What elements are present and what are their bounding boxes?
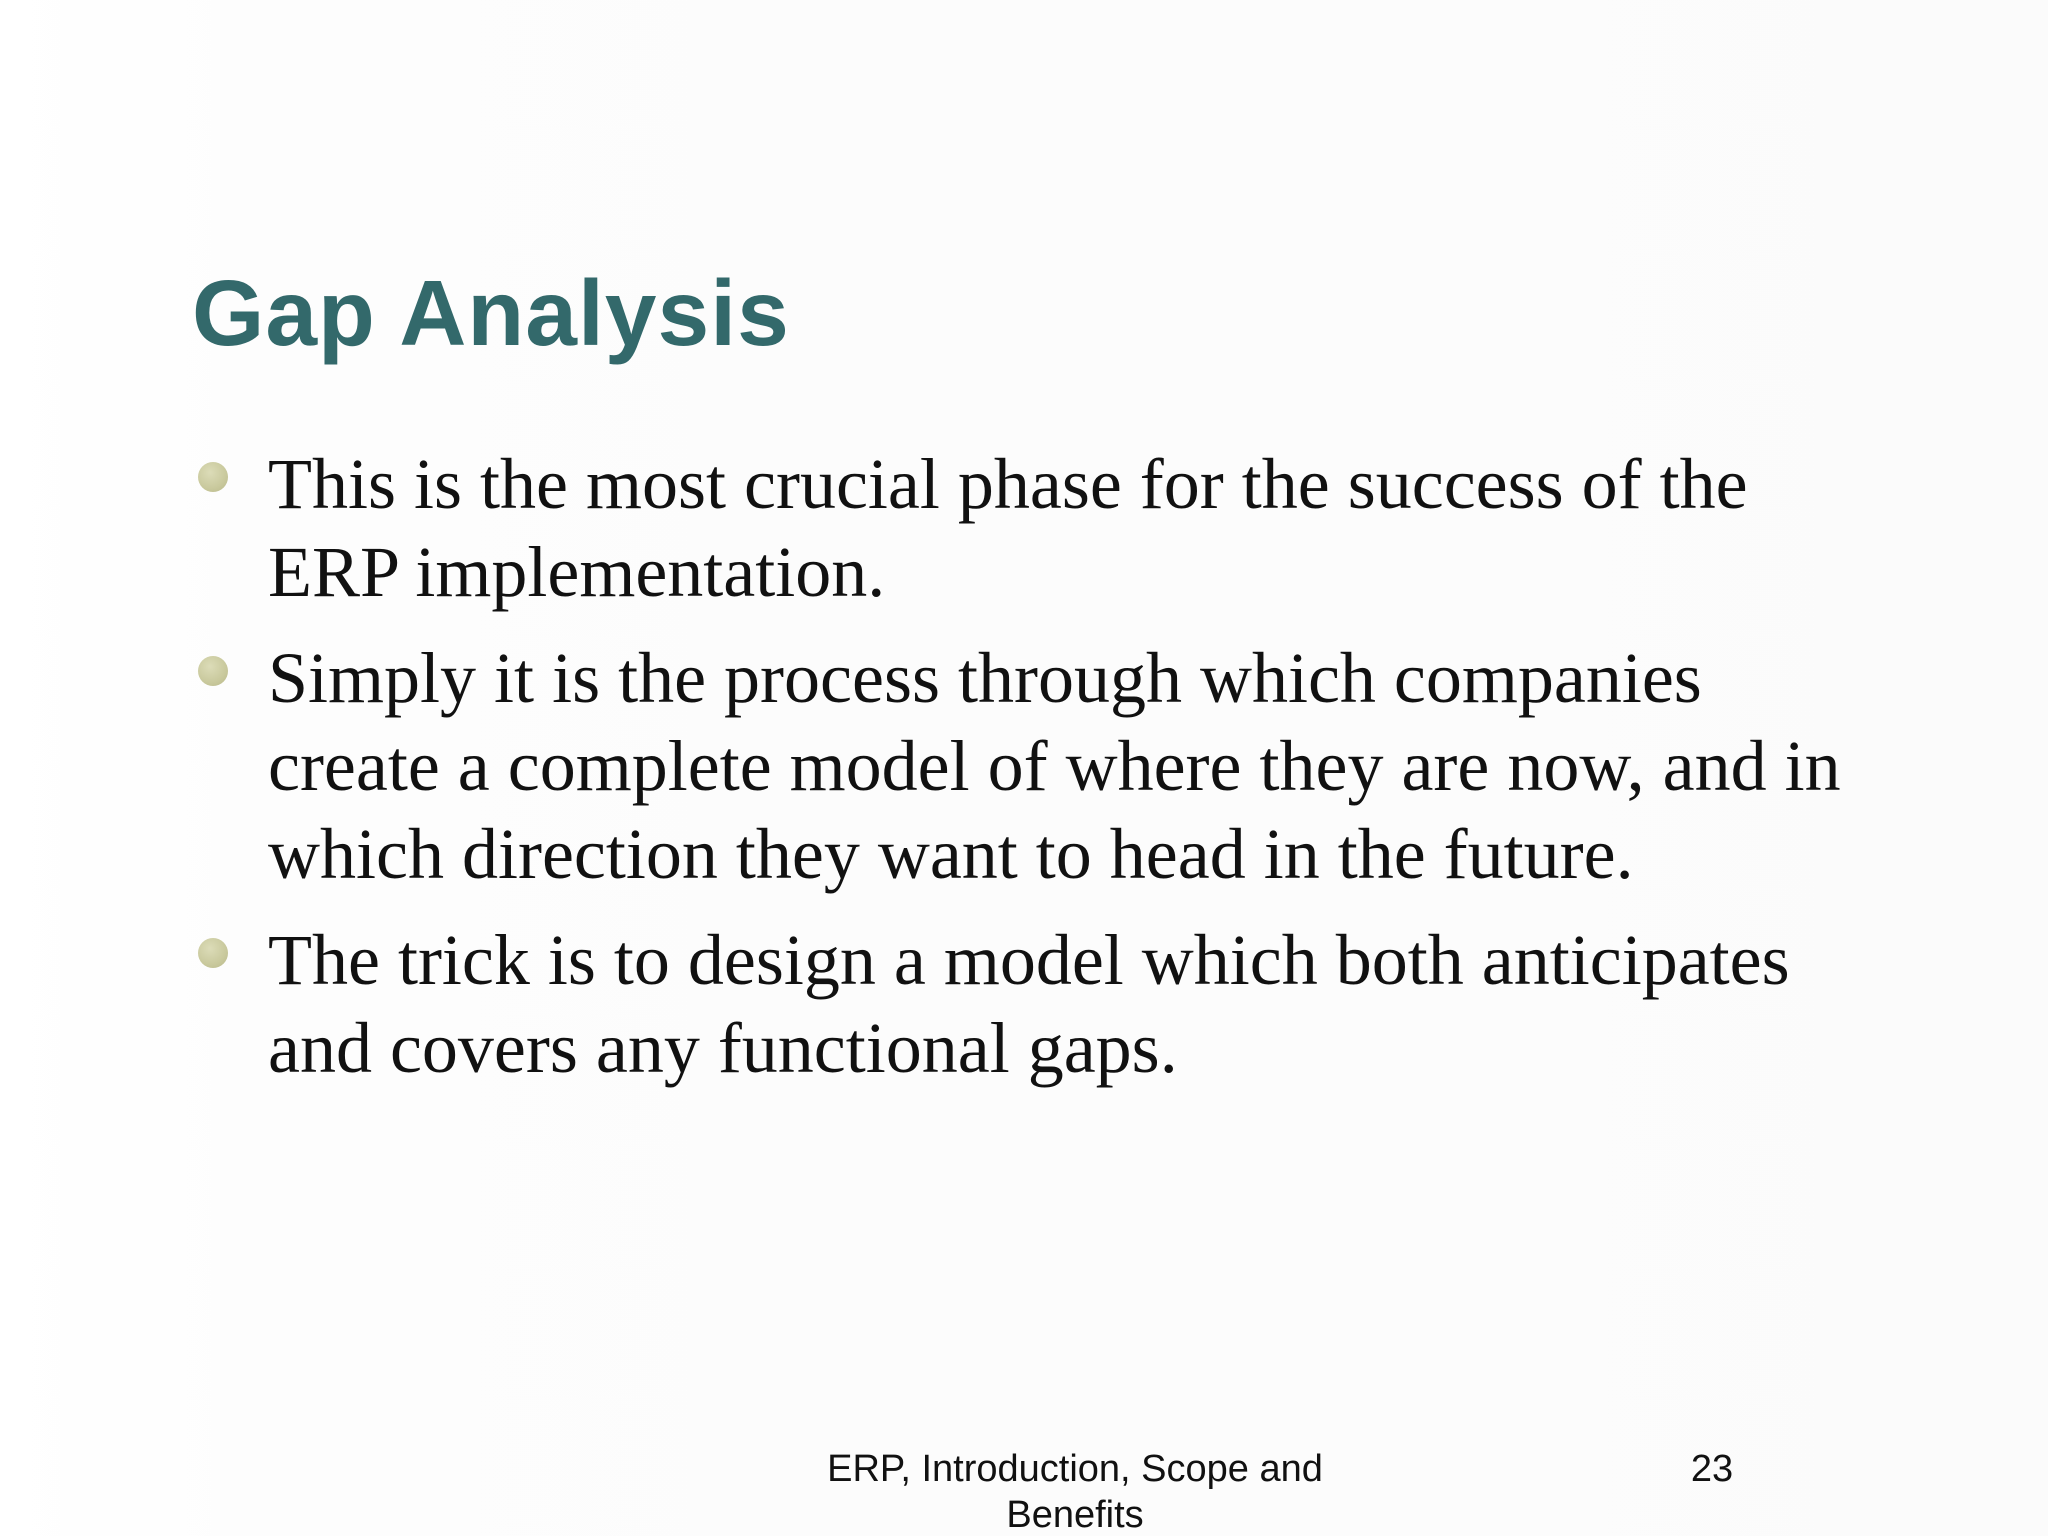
page-number: 23 [1690,1448,1734,1490]
bullet-dot-icon [198,656,228,686]
bullet-text: The trick is to design a model which both anticipates and covers any functional gaps. [268,920,1790,1088]
slide-title: Gap Analysis [192,261,790,365]
bullet-text: Simply it is the process through which companies create a complete model of where they are now, and in which direction they want to head in the future. [268,638,1841,894]
bullet-item [268,634,1868,898]
slide-footer: ERP, Introduction, Scope and Benefits [827,1448,1323,1536]
bullet-list [268,440,1868,1110]
bullet-dot-icon [198,938,228,968]
bullet-item [268,916,1868,1092]
bullet-item [268,440,1868,616]
bullet-dot-icon [198,462,228,492]
bullet-text: This is the most crucial phase for the success of the ERP implementation. [268,444,1748,612]
